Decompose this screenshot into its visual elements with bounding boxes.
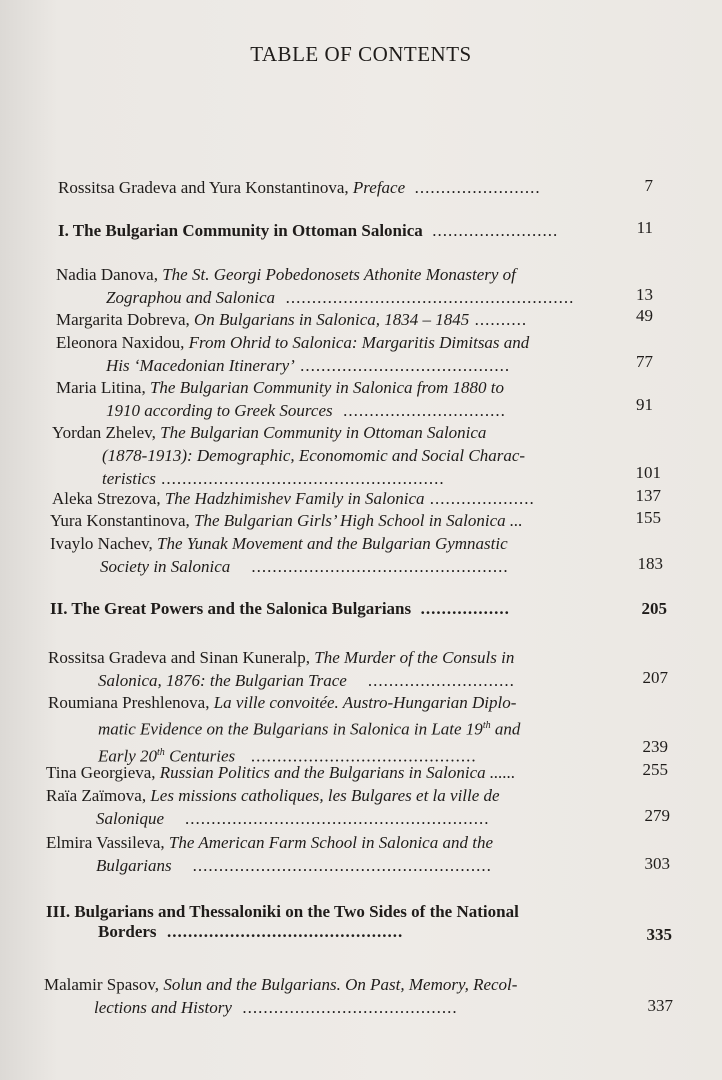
page-number: 335 — [646, 925, 672, 944]
toc-entry: Yordan Zhelev, The Bulgarian Community in Ottoman Salonica (1878-1913): Demographic, Economomic and Social Charac- teristics ...................................................... — [52, 423, 526, 488]
page-title: TABLE OF CONTENTS — [250, 42, 472, 66]
part-heading-text: III. Bulgarians and Thessaloniki on the Two Sides of the National — [46, 902, 519, 921]
leader-dots: ........................ — [409, 178, 541, 197]
page-number: 205 — [641, 599, 667, 618]
page-number: 101 — [635, 463, 661, 482]
part-heading-text: II. The Great Powers and the Salonica Bulgarians — [50, 599, 412, 618]
page-number: 77 — [636, 352, 653, 371]
page-number: 279 — [644, 806, 670, 825]
page-number: 239 — [642, 737, 668, 756]
toc-entry: Rossitsa Gradeva and Sinan Kuneralp, The Murder of the Consuls in Salonica, 1876: the Bulgarian Trace ............................ — [48, 648, 515, 690]
page-number: 255 — [642, 760, 668, 779]
toc-entry: Malamir Spasov, Solun and the Bulgarians. On Past, Memory, Recol- lections and History ......................................... — [44, 975, 518, 1017]
entry-author: Rossitsa Gradeva and Yura Konstantinova, — [58, 178, 349, 197]
part-heading-1 — [58, 221, 558, 241]
toc-entry: Tina Georgieva, Russian Politics and the Bulgarians in Salonica ...... — [46, 763, 516, 782]
page-number: 7 — [644, 176, 653, 195]
page-number: 137 — [635, 486, 661, 505]
toc-entry: Ivaylo Nachev, The Yunak Movement and the Bulgarian Gymnastic Society in Salonica ................................................. — [50, 534, 509, 576]
leader-dots: ................. — [415, 599, 510, 618]
toc-entry: Aleka Strezova, The Hadzhimishev Family in Salonica .................... — [52, 489, 535, 508]
toc-entry: Eleonora Naxidou, From Ohrid to Salonica: Margaritis Dimitsas and His ‘Macedonian Itinerary’ ........................................ — [56, 333, 530, 375]
page-number: 337 — [647, 996, 673, 1015]
page-number: 155 — [635, 508, 661, 527]
leader-dots: ........................ — [427, 221, 559, 240]
entry-title: Preface — [352, 178, 406, 197]
part-heading-2 — [50, 599, 510, 619]
page-number: 49 — [636, 306, 653, 325]
toc-entry: Nadia Danova, The St. Georgi Pobedonosets Athonite Monastery of Zographou and Salonica ....................................................... — [56, 265, 575, 307]
page-number: 11 — [636, 218, 653, 237]
toc-entry: Raïa Zaïmova, Les missions catholiques, les Bulgares et la ville de Salonique .......................................................... — [46, 786, 500, 828]
page-number: 183 — [637, 554, 663, 573]
page-number: 91 — [636, 395, 653, 414]
toc-entry: Elmira Vassileva, The American Farm School in Salonica and the Bulgarians ......................................................... — [46, 833, 493, 875]
page-number: 13 — [636, 285, 653, 304]
part-heading-text: Borders — [98, 922, 157, 941]
part-heading-3: III. Bulgarians and Thessaloniki on the Two Sides of the National Borders ............................................. — [46, 902, 519, 941]
toc-entry: Maria Litina, The Bulgarian Community in Salonica from 1880 to 1910 according to Greek Sources ............................... — [56, 378, 506, 420]
toc-entry: Margarita Dobreva, On Bulgarians in Salonica, 1834 – 1845 .......... — [56, 310, 528, 329]
page-number: 207 — [642, 668, 668, 687]
part-heading-text: I. The Bulgarian Community in Ottoman Salonica — [58, 221, 423, 240]
toc-entry-preface — [58, 176, 541, 199]
toc-entry: Roumiana Preshlenova, La ville convoitée. Austro-Hungarian Diplo- matic Evidence on the Bulgarians in Salonica in Late 19th and Early 20th Centuries ........................................... — [48, 693, 521, 766]
toc-entry: Yura Konstantinova, The Bulgarian Girls’ High School in Salonica ... — [50, 511, 523, 530]
page-number: 303 — [644, 854, 670, 873]
